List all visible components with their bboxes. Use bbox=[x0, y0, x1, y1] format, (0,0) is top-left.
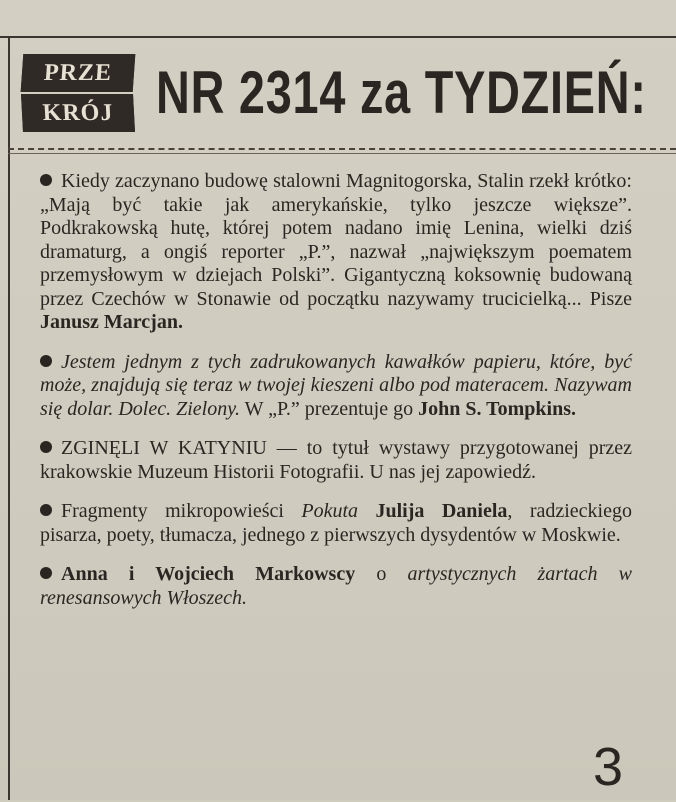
page-number: 3 bbox=[592, 737, 624, 797]
bullet-icon bbox=[40, 355, 52, 367]
item-text: Kiedy zaczynano budowę stalowni Magnitogorska, Stalin rzekł krótko: „Mają być takie jak amerykańskie, tylko jeszcze większe”. Podkrakowską hutę, której potem nadano imię Lenina, wielki dziś dramaturg, a ongiś reporter „P.”, nazwał „największym poematem przemysłowym w dziejach Polski”. Gigantyczną koksownię budowaną przez Czechów w Stonawie od początku nazywamy trucicielką... Pisze bbox=[40, 170, 632, 310]
item-italic-text: artystycznych żartach w renesansowych Włoszech. bbox=[40, 563, 633, 609]
left-rule bbox=[8, 36, 10, 800]
author-name: Anna i Wojciech Markowscy bbox=[61, 563, 356, 585]
item-text: W „P.” prezentuje go bbox=[239, 397, 419, 420]
item-katyn bbox=[40, 437, 632, 484]
item-text: ZGINĘLI W KATYNIU — to tytuł wystawy przygotowanej przez krakowskie Muzeum Historii Fotografii. U nas jej zapowiedź. bbox=[40, 437, 632, 483]
item-italic-text: Jestem jednym z tych zadrukowanych kawałków papieru, które, być może, znajdują się teraz w twojej kieszeni albo pod materacem. Nazywam się dolar. Dolec. Zielony. bbox=[40, 350, 632, 420]
headline: NR 2314 za TYDZIEŃ: bbox=[156, 59, 647, 126]
book-title: Pokuta bbox=[301, 500, 359, 522]
article-body bbox=[40, 170, 632, 610]
divider-dashed bbox=[8, 148, 676, 150]
item-text-2: , radzieckiego pisarza, poety, tłumacza, jednego z pierwszych dysydentów w Moskwie. bbox=[40, 500, 632, 546]
author-name: Janusz Marcjan. bbox=[40, 311, 183, 333]
item-dolar bbox=[40, 351, 632, 422]
divider-line bbox=[8, 153, 676, 154]
top-rule bbox=[0, 36, 676, 38]
bullet-icon bbox=[40, 567, 52, 579]
bullet-icon bbox=[40, 504, 52, 516]
item-text: o bbox=[355, 563, 408, 585]
bullet-icon bbox=[40, 174, 52, 186]
item-markowscy bbox=[40, 563, 632, 610]
przekroj-logo bbox=[22, 52, 134, 132]
item-magnitogorsk bbox=[40, 170, 632, 335]
logo-line2: KRÓJ bbox=[21, 94, 135, 132]
author-name: Julija Daniela bbox=[358, 500, 508, 522]
logo-line1: PRZE bbox=[21, 54, 136, 92]
item-text: Fragmenty mikropowieści bbox=[61, 500, 302, 522]
author-name: John S. Tompkins. bbox=[418, 397, 576, 420]
item-pokuta bbox=[40, 500, 632, 547]
bullet-icon bbox=[40, 441, 52, 453]
